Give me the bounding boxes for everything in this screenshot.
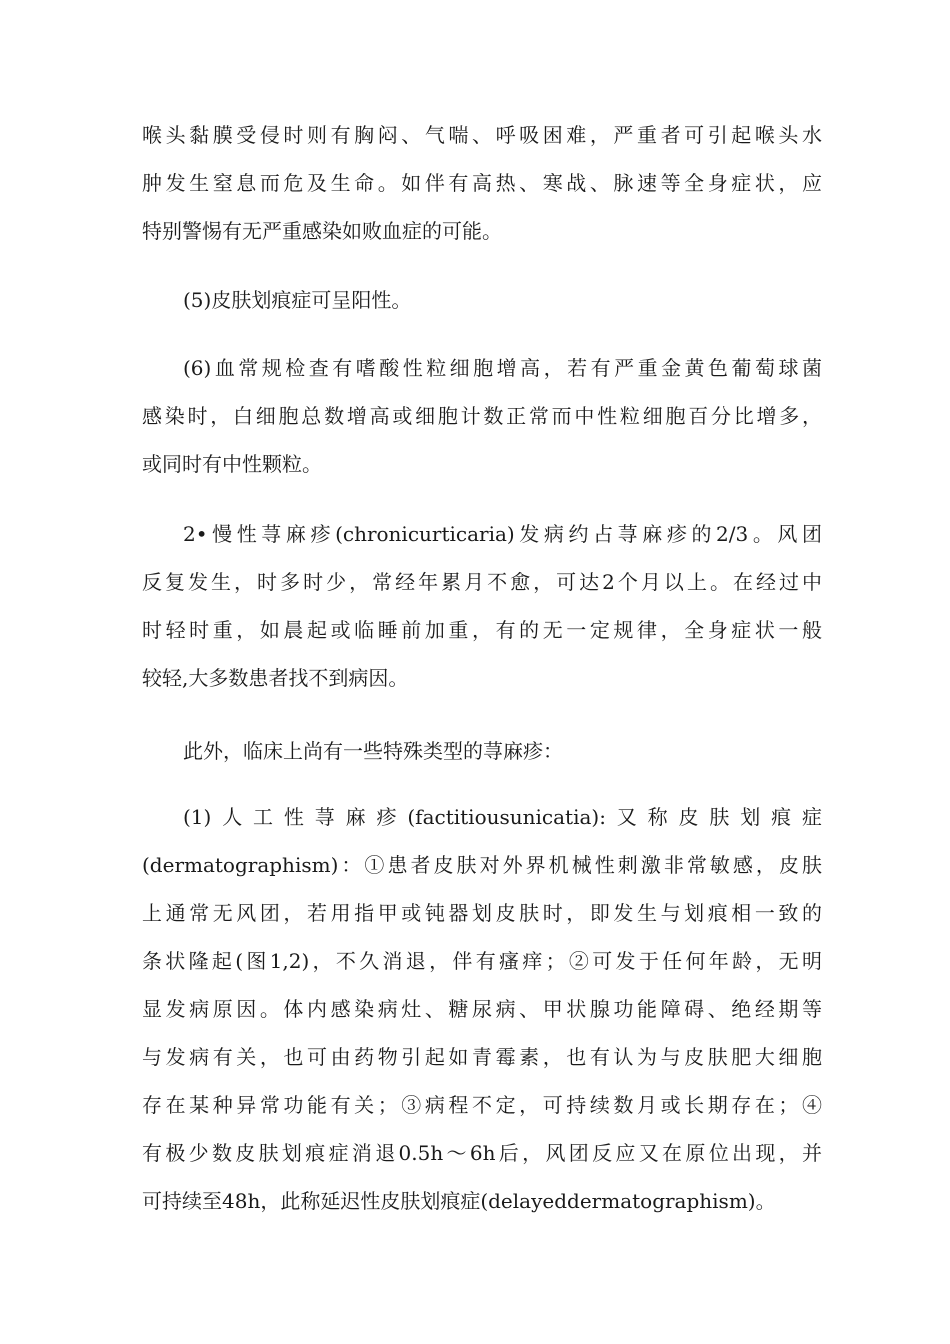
paragraph-line: 上通常无风团，若用指甲或钝器划皮肤时，即发生与划痕相一致的: [142, 901, 822, 925]
paragraph-line: (1)人工性荨麻疹(factitiousunicatia):又称皮肤划痕症: [183, 805, 822, 829]
paragraph-line: 存在某种异常功能有关；③病程不定，可持续数月或长期存在；④: [142, 1093, 822, 1117]
paragraph-line: 显发病原因。体内感染病灶、糖尿病、甲状腺功能障碍、绝经期等: [142, 997, 822, 1021]
paragraph-line: 反复发生，时多时少，常经年累月不愈，可达2个月以上。在经过中: [142, 570, 822, 594]
paragraph-line: 可持续至48h，此称延迟性皮肤划痕症(delayeddermatographism)。: [142, 1189, 776, 1213]
paragraph-line: 或同时有中性颗粒。: [142, 452, 322, 476]
paragraph-line: 感染时，白细胞总数增高或细胞计数正常而中性粒细胞百分比增多，: [142, 404, 822, 428]
paragraph-line: 时轻时重，如晨起或临睡前加重，有的无一定规律，全身症状一般: [142, 618, 822, 642]
paragraph-line: 喉头黏膜受侵时则有胸闷、气喘、呼吸困难，严重者可引起喉头水: [142, 123, 822, 147]
paragraph-item-5: [142, 276, 822, 324]
paragraph-line: (6)血常规检查有嗜酸性粒细胞增高，若有严重金黄色葡萄球菌: [183, 356, 822, 380]
paragraph-line: 与发病有关，也可由药物引起如青霉素，也有认为与皮肤肥大细胞: [142, 1045, 822, 1069]
paragraph-item-6: [142, 344, 822, 488]
paragraph-line: (5)皮肤划痕症可呈阳性。: [183, 288, 412, 312]
paragraph-chronic-urticaria: [142, 510, 822, 702]
paragraph-line: 条状隆起(图1,2)，不久消退，伴有瘙痒；②可发于任何年龄，无明: [142, 949, 822, 973]
paragraph-laryngeal-symptoms: [142, 111, 822, 255]
paragraph-line: 2•慢性荨麻疹(chronicurticaria)发病约占荨麻疹的2/3。风团: [183, 522, 822, 546]
paragraph-special-types-intro: [142, 727, 822, 775]
paragraph-line: 此外，临床上尚有一些特殊类型的荨麻疹：: [183, 739, 563, 763]
paragraph-line: 特别警惕有无严重感染如败血症的可能。: [142, 219, 502, 243]
paragraph-factitious-urticaria: [142, 793, 822, 1225]
paragraph-line: 较轻,大多数患者找不到病因。: [142, 666, 409, 690]
paragraph-line: 肿发生窒息而危及生命。如伴有高热、寒战、脉速等全身症状，应: [142, 171, 822, 195]
paragraph-line: 有极少数皮肤划痕症消退0.5h〜6h后，风团反应又在原位出现，并: [142, 1141, 822, 1165]
paragraph-line: (dermatographism)：①患者皮肤对外界机械性刺激非常敏感，皮肤: [142, 853, 822, 877]
